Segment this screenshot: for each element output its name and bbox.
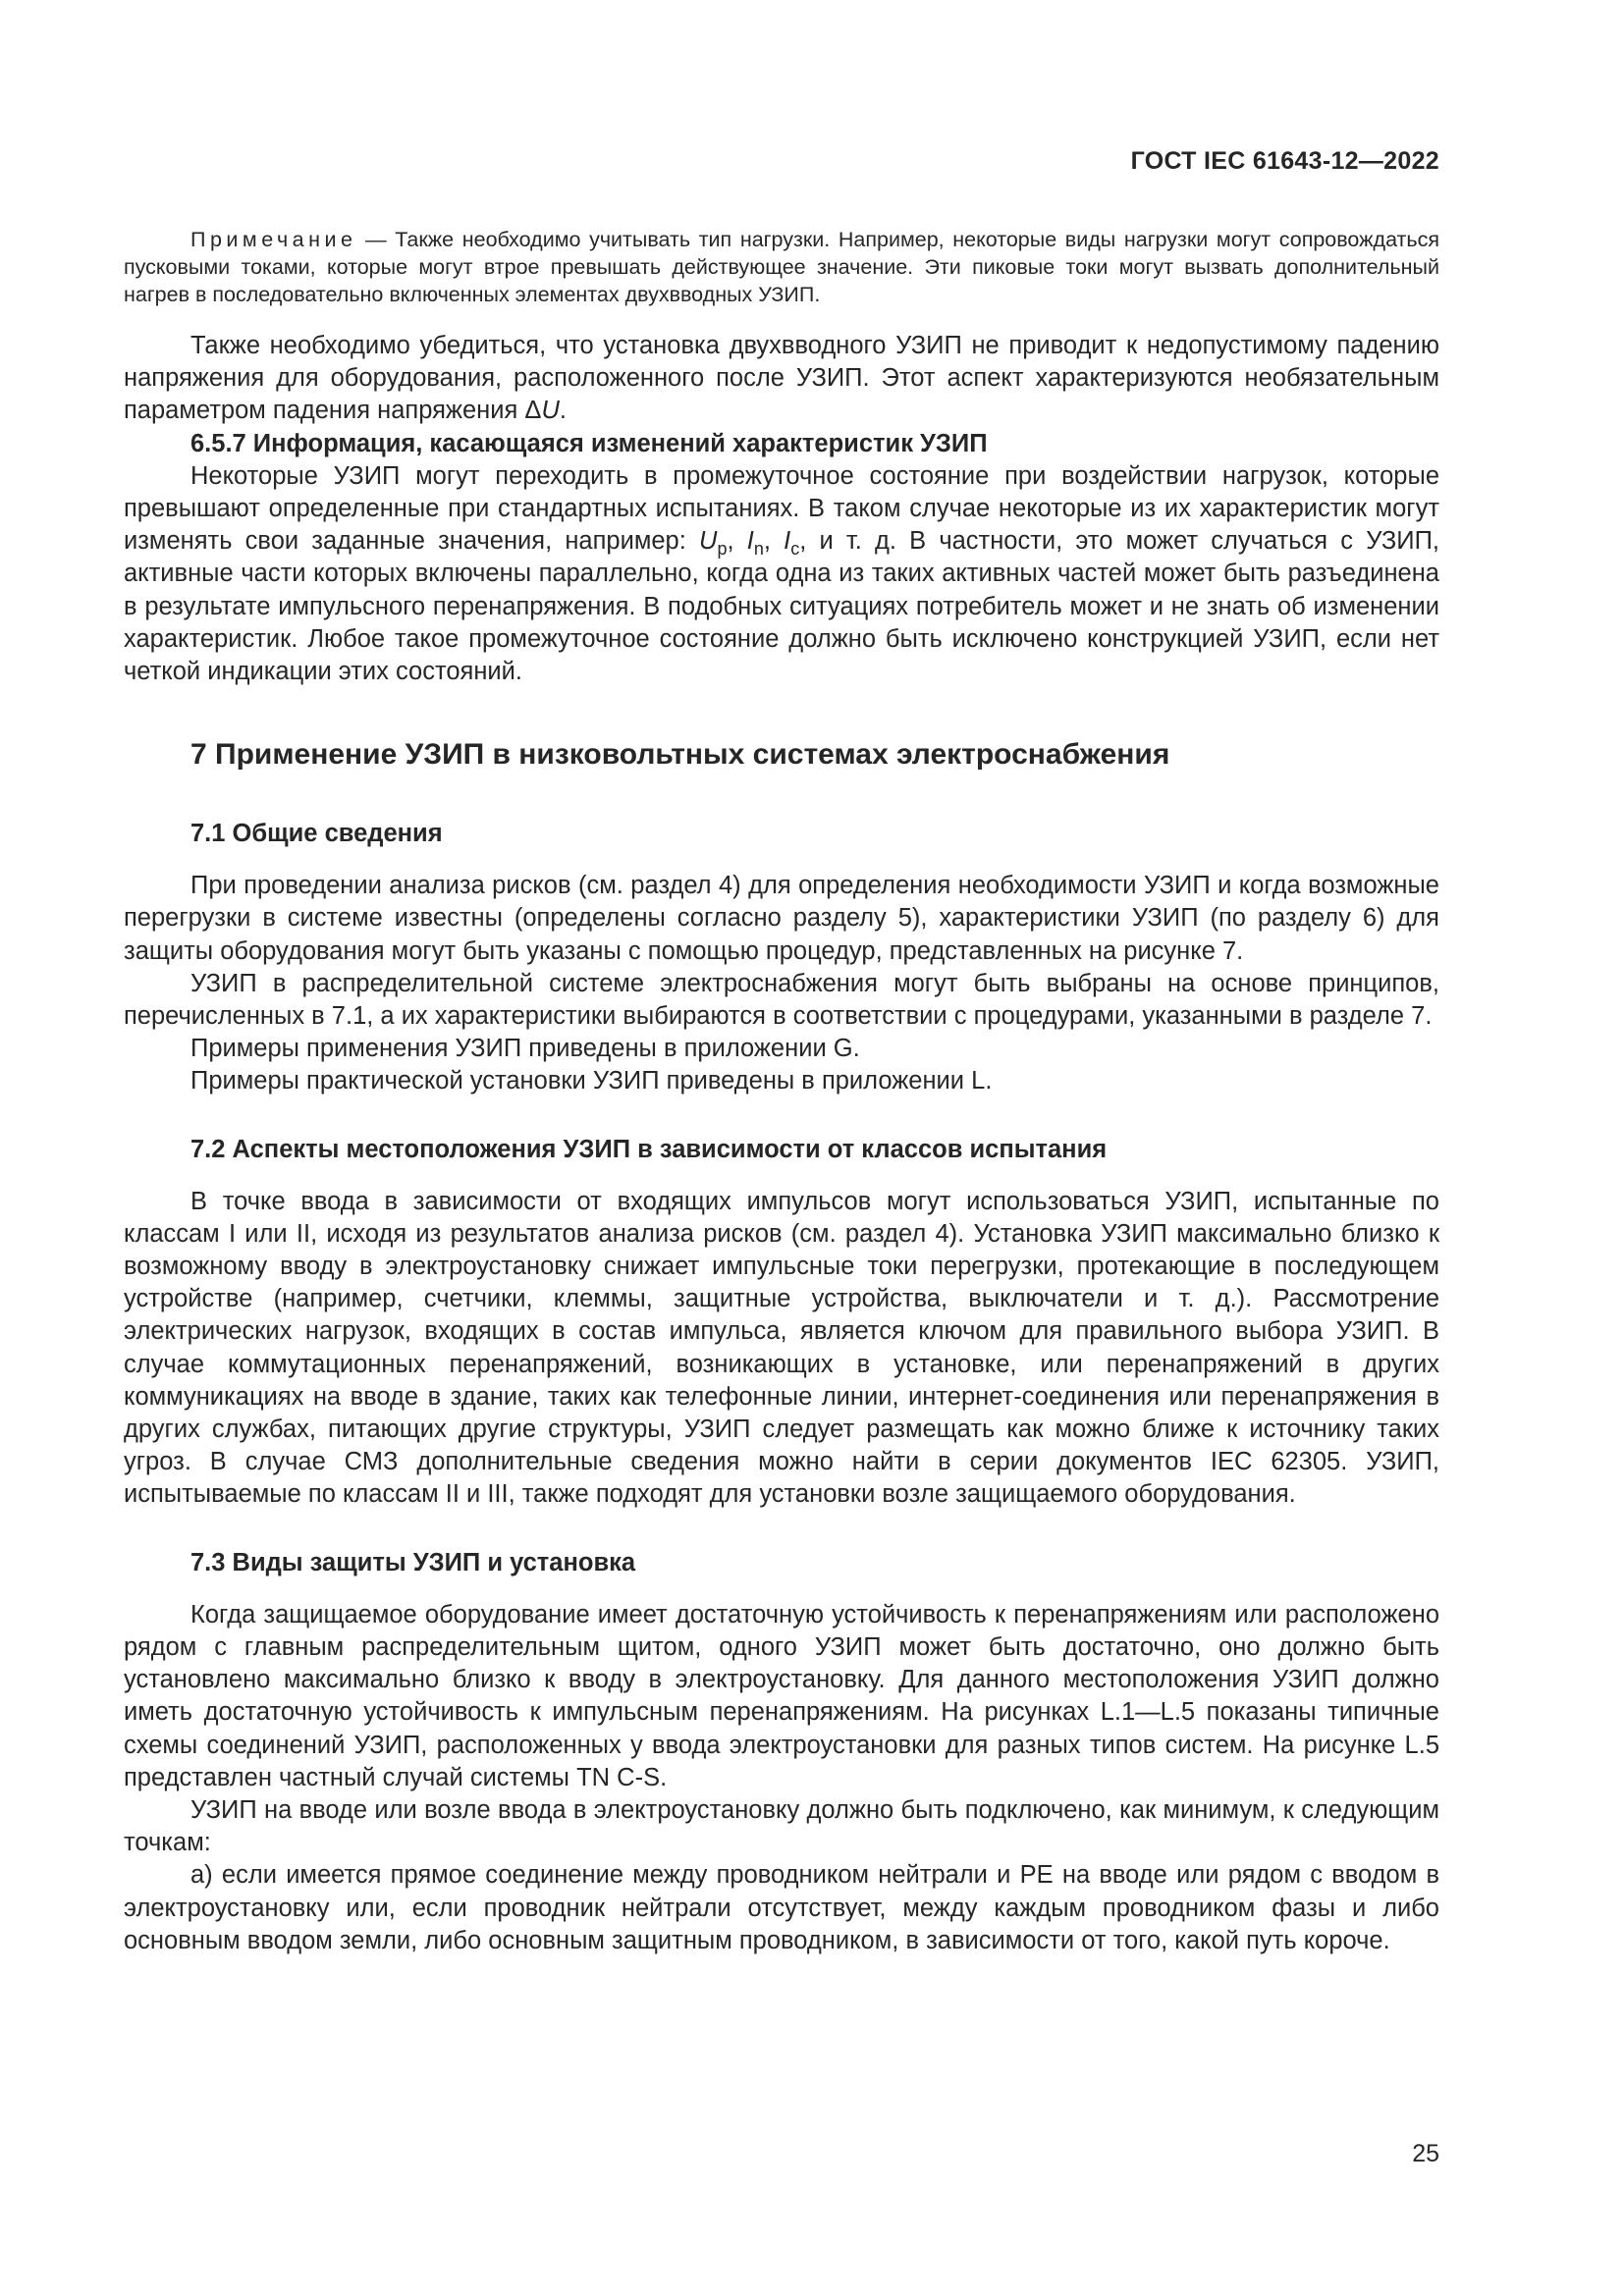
section-7-heading: 7 Применение УЗИП в низковольтных системах электроснабжения [190,738,1170,772]
page-number: 25 [1412,2140,1439,2167]
symbol-u: U [699,527,718,556]
symbol-i: I [784,527,791,556]
clause-7-1-heading: 7.1 Общие сведения [190,820,443,848]
paragraph-end: . [559,397,567,425]
note-paragraph [124,226,1439,308]
page-content [124,226,1439,1957]
paragraph-text: Некоторые УЗИП могут переходить в промежуточное состояние при воздействии нагрузок, которые превышают определенные при стандартных испытаниях. В таком случае некоторые из их характеристик могут изменять свои заданные значения, например: [124,461,1439,556]
clause-6-5-7-heading: 6.5.7 Информация, касающаяся изменений характеристик УЗИП [190,429,988,457]
note-label: Примечание [190,228,357,251]
clause-7-1-paragraph: УЗИП в распределительной системе электроснабжения могут быть выбраны на основе принципов, перечисленных в 7.1, а их характеристики выбираются в соответствии с процедурами, указанными в разделе 7. [124,969,1439,1031]
paragraph-text: , и т. д. В частности, это может случаться с УЗИП, активные части которых включены параллельно, когда одна из таких активных частей может быть разъединена в результате импульсного перенапряжения. В подобных ситуациях потребитель может и не знать об изменении характеристик. Любое такое промежуточное состояние должно быть исключено конструкцией УЗИП, если нет четкой индикации этих состояний. [124,527,1439,686]
separator: , [727,527,747,556]
note-text: — Также необходимо учитывать тип нагрузки. Например, некоторые виды нагрузки могут сопровождаться пусковыми токами, которые могут втрое превышать действующее значение. Эти пиковые токи могут вызвать дополнительный нагрев в последовательно включенных элементах двухвводных УЗИП. [124,228,1440,306]
clause-6-5-7-paragraph [124,460,1439,688]
symbol-i: I [746,527,754,556]
clause-7-1-paragraph: При проведении анализа рисков (см. раздел 4) для определения необходимости УЗИП и когда возможные перегрузки в системе известны (определены согласно разделу 5), характеристики УЗИП (по разделу 6) для защиты оборудования могут быть указаны с помощью процедур, представленных на рисунке 7. [124,872,1439,965]
subscript-n: n [753,539,764,560]
clause-7-3-heading: 7.3 Виды защиты УЗИП и установка [190,1548,636,1576]
clause-7-2-heading: 7.2 Аспекты местоположения УЗИП в зависимости от классов испытания [190,1135,1108,1163]
paragraph-text: Также необходимо убедиться, что установка двухвводного УЗИП не приводит к недопустимому падению напряжения для оборудования, расположенного после УЗИП. Этот аспект характеризуются необязательным параметром падения напряжения [124,332,1439,425]
document-code-header: ГОСТ IEC 61643-12—2022 [1130,147,1439,175]
clause-7-3-paragraph: Когда защищаемое оборудование имеет достаточную устойчивость к перенапряжениям или расположено рядом с главным распределительным щитом, одного УЗИП может быть достаточно, оно должно быть установлено максимально близко к вводу в электроустановку. Для данного местоположения УЗИП должно иметь достаточную устойчивость к импульсным перенапряжениям. На рисунках L.1—L.5 показаны типичные схемы соединений УЗИП, расположенных у ввода электроустановки для разных типов систем. На рисунке L.5 представлен частный случай системы TN C-S. [124,1600,1439,1791]
clause-7-1-paragraph: Примеры применения УЗИП приведены в приложении G. [190,1035,860,1063]
clause-7-3-paragraph: УЗИП на вводе или возле ввода в электроустановку должно быть подключено, как минимум, к следующим точкам: [124,1795,1439,1857]
subscript-p: p [717,539,728,560]
subscript-c: c [790,539,800,560]
clause-7-2-paragraph: В точке ввода в зависимости от входящих импульсов могут использоваться УЗИП, испытанные по классам I или II, исходя из результатов анализа рисков (см. раздел 4). Установка УЗИП максимально близко к возможному вводу в электроустановку снижает импульсные токи перегрузки, протекающие в последующем устройстве (например, счетчики, клеммы, защитные устройства, выключатели и т. д.). Рассмотрение электрических нагрузок, входящих в состав импульса, является ключом для правильного выбора УЗИП. В случае коммутационных перенапряжений, возникающих в установке, или перенапряжений в других коммуникациях на вводе в здание, таких как телефонные линии, интернет-соединения или перенапряжения в других службах, питающих другие структуры, УЗИП следует размещать как можно ближе к источнику таких угроз. В случае СМЗ дополнительные сведения можно найти в серии документов IEC 62305. УЗИП, испытываемые по классам II и III, также подходят для установки возле защищаемого оборудования. [124,1187,1439,1509]
paragraph-voltage-drop [124,330,1439,428]
symbol-u: U [541,397,560,425]
clause-7-1-paragraph: Примеры практической установки УЗИП приведены в приложении L. [190,1067,993,1095]
separator: , [763,527,785,556]
symbol-delta: Δ [524,397,542,425]
clause-7-3-list-item: а) если имеется прямое соединение между проводником нейтрали и PE на вводе или рядом с вводом в электроустановку или, если проводник нейтрали отсутствует, между каждым проводником фазы и либо основным вводом земли, либо основным защитным проводником, в зависимости от того, какой путь короче. [124,1861,1439,1954]
